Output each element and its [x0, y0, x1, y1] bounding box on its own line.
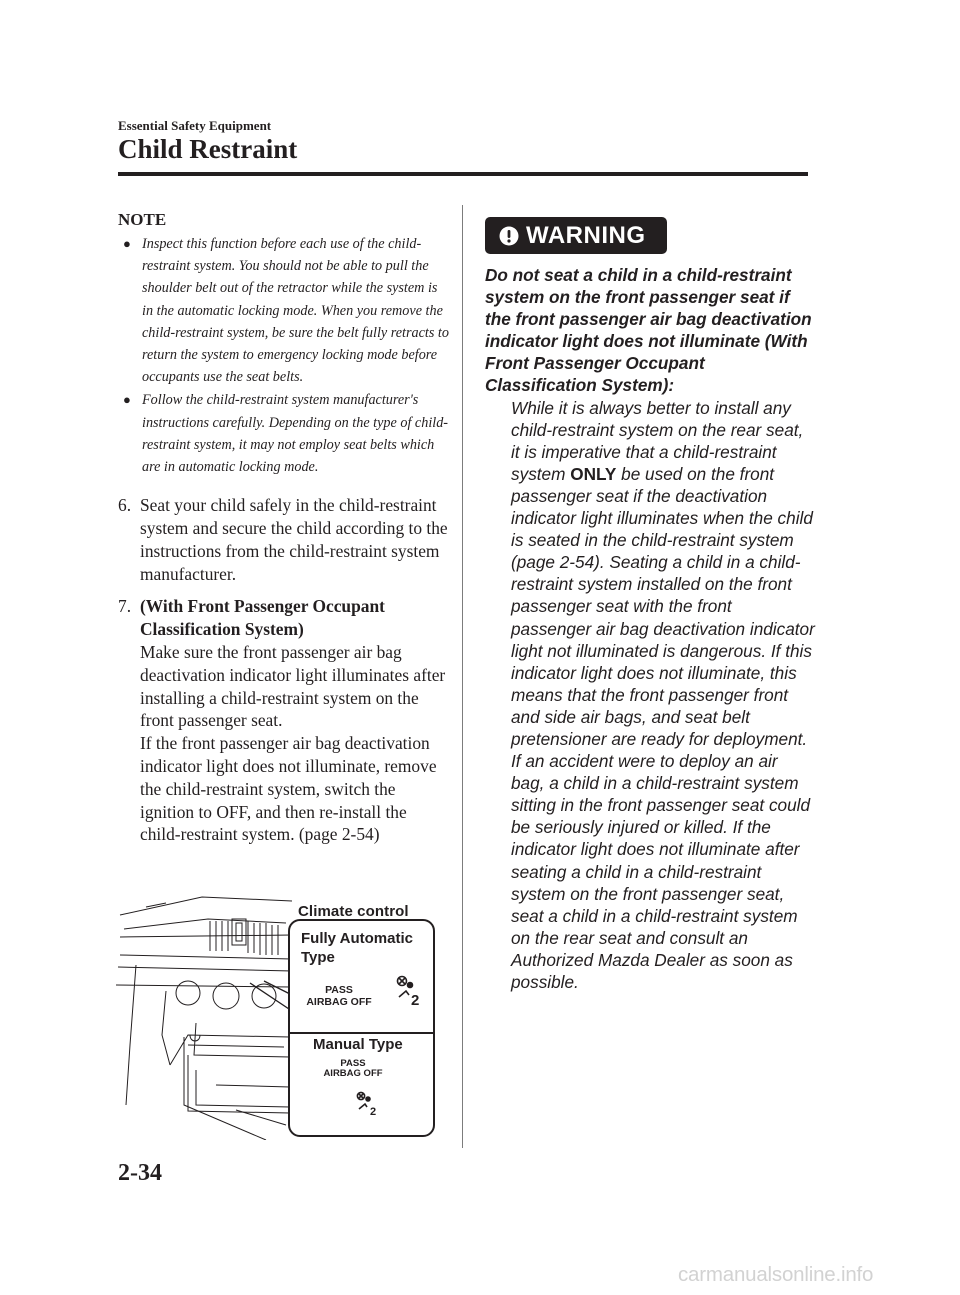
note-bullet [118, 233, 450, 388]
section-label: Essential Safety Equipment [118, 118, 272, 133]
note-list [118, 233, 450, 478]
step-paragraph: If the front passenger air bag deactivation indicator light does not illuminate, remove the child-restraint system, switch the ignition to OFF, and then re-install the child-restraint system. (page 2-54) [140, 733, 437, 845]
warning-body-text: be used on the front passenger seat if the deactivation indicator light illuminates when the child is seated in the child-restraint system (page 2-54). Seating a child in a child-restraint system installed on the front passenger seat with the front passenger air bag deactivation indicator light not illuminated is dangerous. If this indicator light does not illuminate, this means that the front passenger front and side air bags, and seat belt pretensioner are ready for deployment. If an accident were to deploy an air bag, a child in a child-restraint system sitting in the front passenger seat could be seriously injured or killed. If the indicator light does not illuminate after seating a child in a child-restraint system on the front passenger seat, seat a child in a child-restraint system on the rear seat and consult an Authorized Mazda Dealer as soon as possible. [511, 463, 815, 992]
warning-badge [485, 217, 667, 254]
climate-control-label: Climate control [298, 903, 409, 920]
watermark: carmanualsonline.info [678, 1263, 874, 1286]
warning-lead: Do not seat a child in a child-restraint system on the front passenger seat if the front passenger air bag deactivation indicator light does not illuminate (With Front Passenger Occupant Classification System): [485, 265, 812, 396]
airbag-off-text: AIRBAG OFF [306, 996, 372, 1008]
note-text: Follow the child-restraint system manufacturer's instructions carefully. Depending on the type of child-restraint system, it may not employ seat belts which are in automatic locking mode. [142, 392, 449, 476]
warning-title: WARNING [526, 221, 646, 249]
warning-emphasis: ONLY [570, 463, 617, 484]
step-heading: (With Front Passenger Occupant Classification System) [140, 596, 385, 640]
pass-airbag-off-indicator [304, 984, 374, 1008]
pass-text: PASS [340, 1058, 366, 1069]
warning-body-text: While it is always better to install any child-restraint system on the rear seat, it is imperative that a child-restraint system [511, 397, 804, 484]
step-6 [118, 494, 450, 585]
step-paragraph: Make sure the front passenger air bag deactivation indicator light illuminates after installing a child-restraint system on the front passenger seat. [140, 642, 446, 731]
indicator-digit: 2 [370, 1106, 377, 1118]
step-text: Seat your child safely in the child-restraint system and secure the child according to the instructions from the child-restraint system manufacturer. [140, 495, 448, 584]
step-7 [118, 595, 450, 846]
note-heading: NOTE [118, 210, 167, 229]
title-rule [118, 172, 808, 176]
bullet-icon: ● [123, 392, 131, 408]
pass-airbag-off-indicator [322, 1059, 384, 1079]
manual-type-label: Manual Type [313, 1036, 403, 1053]
airbag-off-text: AIRBAG OFF [323, 1068, 383, 1079]
note-bullet [118, 389, 450, 478]
column-divider [462, 205, 463, 1148]
note-text: Inspect this function before each use of the child-restraint system. You should not be able to pull the shoulder belt out of the retractor while the system is in the automatic locking mode. When you remove the child-restraint system, be sure the belt fully retracts to return the system to emergency locking mode before occupants use the seat belts. [142, 236, 449, 386]
warning-icon [499, 226, 519, 246]
left-column [118, 210, 450, 846]
warning-body [511, 397, 815, 994]
warning-box [485, 217, 815, 993]
bullet-icon: ● [123, 236, 131, 251]
indicator-digit: 2 [411, 992, 420, 1009]
page-title: Child Restraint [118, 134, 298, 164]
page-number: 2-34 [118, 1160, 162, 1186]
step-number: 7. [118, 596, 132, 617]
pass-text: PASS [325, 984, 353, 996]
fully-automatic-type-label: Fully Automatic Type [301, 930, 413, 966]
step-number: 6. [118, 495, 132, 516]
